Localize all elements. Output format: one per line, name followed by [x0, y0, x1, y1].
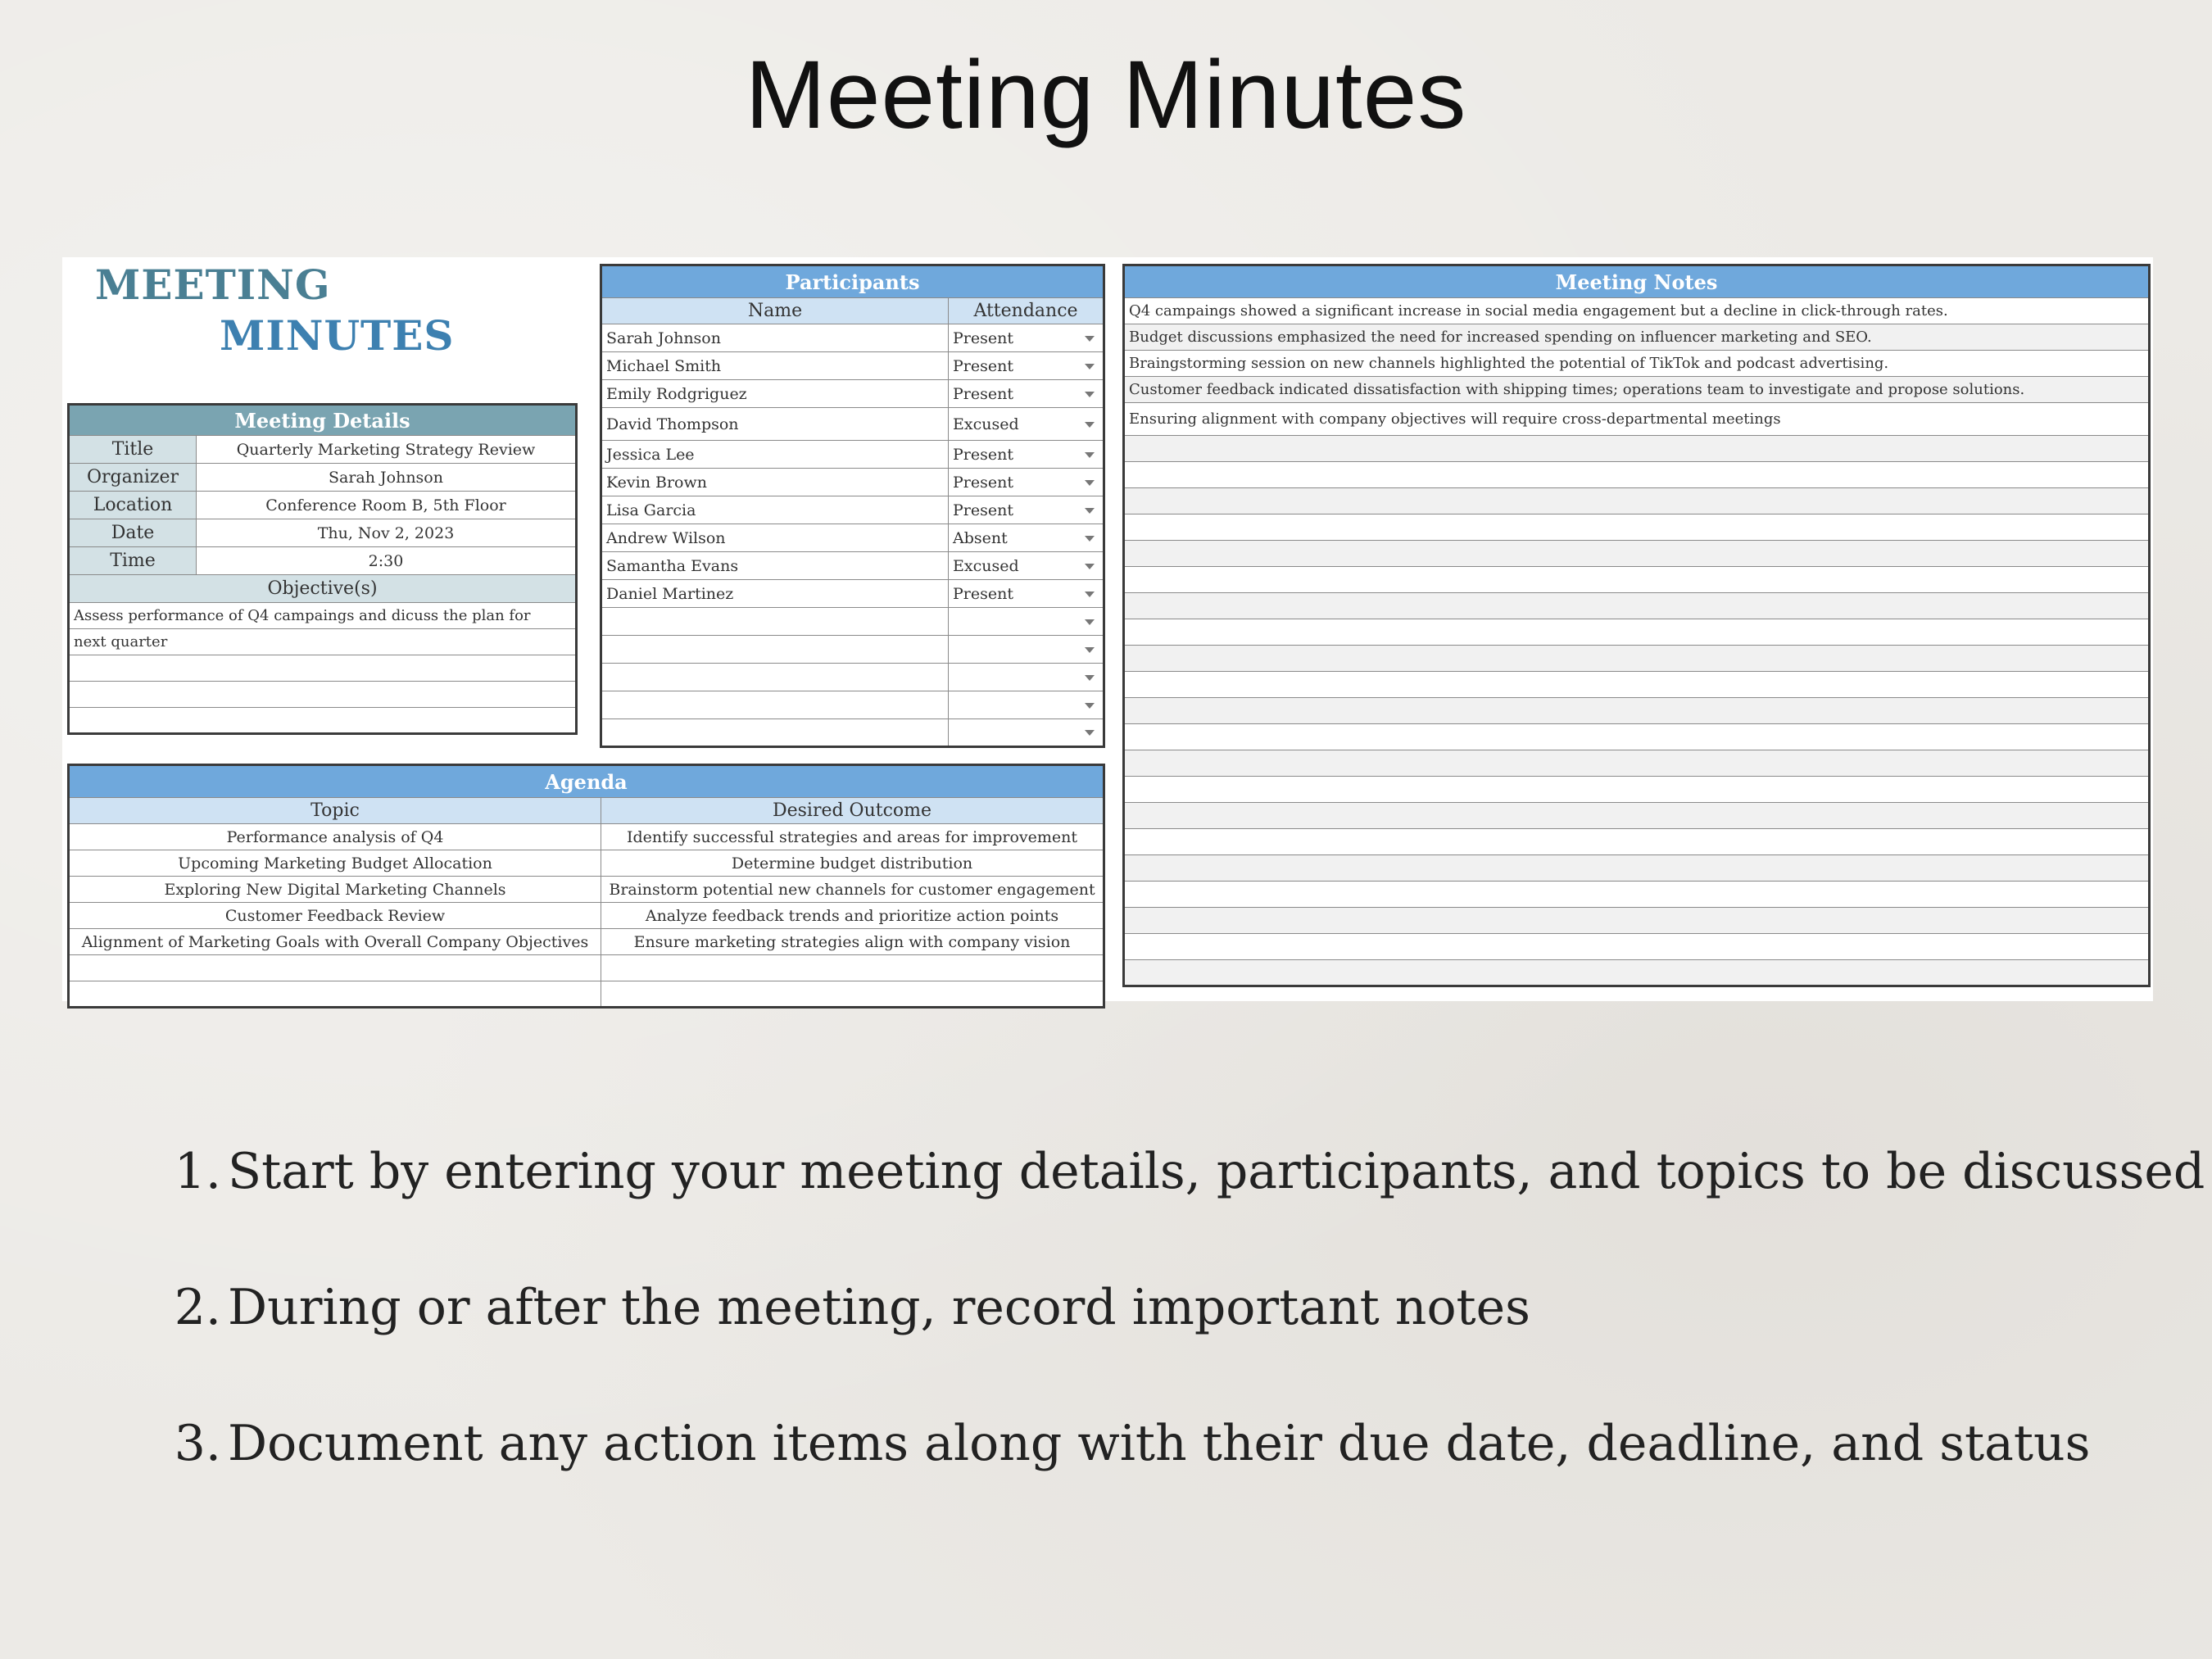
attendance-dropdown[interactable] [949, 469, 1104, 496]
detail-row [69, 436, 577, 464]
note-row [1124, 960, 2150, 986]
attendance-value: Present [953, 329, 1013, 347]
attendance-value: Excused [953, 556, 1019, 575]
attendance-value: Absent [953, 528, 1008, 547]
participants-col-attendance: Attendance [949, 298, 1104, 324]
dropdown-arrow-icon[interactable] [1085, 336, 1095, 342]
participants-table [600, 264, 1105, 748]
participant-row [601, 441, 1104, 469]
agenda-topic[interactable]: Performance analysis of Q4 [69, 824, 601, 850]
note-text[interactable] [1124, 829, 2150, 855]
detail-row [69, 464, 577, 492]
agenda-topic[interactable]: Alignment of Marketing Goals with Overall Company Objectives [69, 929, 601, 955]
participant-name[interactable] [601, 636, 949, 664]
participant-row [601, 380, 1104, 408]
participant-name[interactable]: Kevin Brown [601, 469, 949, 496]
note-row [1124, 619, 2150, 646]
agenda-col-topic: Topic [69, 798, 601, 824]
dropdown-arrow-icon[interactable] [1085, 422, 1095, 428]
agenda-topic[interactable]: Customer Feedback Review [69, 903, 601, 929]
page-title: Meeting Minutes [745, 41, 1467, 149]
dropdown-arrow-icon[interactable] [1085, 392, 1095, 397]
agenda-row [69, 955, 1104, 981]
note-row [1124, 829, 2150, 855]
attendance-dropdown[interactable] [949, 691, 1104, 719]
note-row [1124, 724, 2150, 750]
agenda-outcome[interactable] [601, 955, 1104, 981]
agenda-outcome[interactable]: Ensure marketing strategies align with company vision [601, 929, 1104, 955]
detail-label: Location [69, 492, 197, 519]
dropdown-arrow-icon[interactable] [1085, 536, 1095, 542]
participant-name[interactable]: Samantha Evans [601, 552, 949, 580]
logo-line-1: MEETING [95, 261, 331, 309]
dropdown-arrow-icon[interactable] [1085, 675, 1095, 681]
note-text[interactable] [1124, 855, 2150, 882]
attendance-value: Present [953, 356, 1013, 375]
agenda-outcome[interactable]: Determine budget distribution [601, 850, 1104, 877]
meeting-notes-table [1122, 264, 2151, 987]
note-row [1124, 488, 2150, 514]
note-text[interactable] [1124, 803, 2150, 829]
step-number: 2. [174, 1279, 221, 1336]
detail-value[interactable]: Thu, Nov 2, 2023 [197, 519, 577, 547]
dropdown-arrow-icon[interactable] [1085, 564, 1095, 569]
dropdown-arrow-icon[interactable] [1085, 452, 1095, 458]
note-text[interactable] [1124, 593, 2150, 619]
logo-line-2: MINUTES [220, 311, 455, 360]
objective-line[interactable] [69, 682, 577, 708]
instruction-step [156, 1143, 2205, 1200]
step-text: During or after the meeting, record important notes [228, 1279, 1530, 1336]
objective-line[interactable]: Assess performance of Q4 campaings and dicuss the plan for [69, 603, 577, 629]
attendance-value: Present [953, 445, 1013, 464]
participants-header: Participants [601, 265, 1104, 298]
note-row [1124, 855, 2150, 882]
note-row [1124, 750, 2150, 777]
objective-line[interactable] [69, 708, 577, 734]
note-row [1124, 934, 2150, 960]
attendance-dropdown[interactable] [949, 608, 1104, 636]
detail-label: Date [69, 519, 197, 547]
agenda-header: Agenda [69, 765, 1104, 798]
agenda-col-outcome: Desired Outcome [601, 798, 1104, 824]
note-row [1124, 593, 2150, 619]
note-row [1124, 698, 2150, 724]
note-row [1124, 882, 2150, 908]
attendance-value: Present [953, 473, 1013, 492]
note-row [1124, 514, 2150, 541]
attendance-dropdown[interactable] [949, 352, 1104, 380]
participant-row [601, 691, 1104, 719]
attendance-value: Excused [953, 415, 1019, 433]
participant-row [601, 352, 1104, 380]
participant-name[interactable] [601, 608, 949, 636]
participant-row [601, 664, 1104, 691]
dropdown-arrow-icon[interactable] [1085, 480, 1095, 486]
note-row [1124, 298, 2150, 324]
instruction-step [156, 1279, 1530, 1336]
participant-name[interactable] [601, 664, 949, 691]
note-text[interactable] [1124, 908, 2150, 934]
note-text[interactable]: Braingstorming session on new channels highlighted the potential of TikTok and podcast advertising. [1124, 351, 2150, 377]
detail-label: Title [69, 436, 197, 464]
agenda-table [67, 764, 1105, 1009]
note-text[interactable] [1124, 619, 2150, 646]
note-text[interactable] [1124, 698, 2150, 724]
participant-name[interactable]: Andrew Wilson [601, 524, 949, 552]
note-text[interactable] [1124, 960, 2150, 986]
detail-label: Time [69, 547, 197, 575]
agenda-outcome[interactable]: Brainstorm potential new channels for customer engagement [601, 877, 1104, 903]
participant-name[interactable]: Jessica Lee [601, 441, 949, 469]
attendance-dropdown[interactable] [949, 408, 1104, 441]
dropdown-arrow-icon[interactable] [1085, 592, 1095, 597]
note-text[interactable] [1124, 646, 2150, 672]
note-row [1124, 462, 2150, 488]
note-text[interactable] [1124, 462, 2150, 488]
objective-line[interactable] [69, 655, 577, 682]
meeting-details-table [67, 403, 578, 735]
agenda-topic[interactable]: Exploring New Digital Marketing Channels [69, 877, 601, 903]
attendance-dropdown[interactable] [949, 580, 1104, 608]
note-row [1124, 646, 2150, 672]
note-row [1124, 567, 2150, 593]
meeting-notes-header: Meeting Notes [1124, 265, 2150, 298]
dropdown-arrow-icon[interactable] [1085, 364, 1095, 369]
dropdown-arrow-icon[interactable] [1085, 619, 1095, 625]
participant-name[interactable]: David Thompson [601, 408, 949, 441]
attendance-dropdown[interactable] [949, 324, 1104, 352]
participant-name[interactable]: Lisa Garcia [601, 496, 949, 524]
agenda-outcome[interactable]: Identify successful strategies and areas for improvement [601, 824, 1104, 850]
agenda-row [69, 877, 1104, 903]
participant-name[interactable]: Sarah Johnson [601, 324, 949, 352]
agenda-row [69, 850, 1104, 877]
participant-row [601, 408, 1104, 441]
objective-line[interactable]: next quarter [69, 629, 577, 655]
attendance-value: Present [953, 384, 1013, 403]
note-text[interactable] [1124, 882, 2150, 908]
note-text[interactable] [1124, 541, 2150, 567]
participant-name[interactable]: Daniel Martinez [601, 580, 949, 608]
logo [95, 257, 587, 397]
attendance-dropdown[interactable] [949, 496, 1104, 524]
participants-col-name: Name [601, 298, 949, 324]
attendance-dropdown[interactable] [949, 664, 1104, 691]
note-row [1124, 324, 2150, 351]
note-text[interactable]: Customer feedback indicated dissatisfaction with shipping times; operations team to investigate and propose solutions. [1124, 377, 2150, 403]
detail-value[interactable]: Sarah Johnson [197, 464, 577, 492]
meeting-details-header: Meeting Details [69, 405, 577, 436]
instruction-step [156, 1415, 2090, 1472]
participant-row [601, 496, 1104, 524]
note-text[interactable] [1124, 750, 2150, 777]
detail-row [69, 492, 577, 519]
note-text[interactable] [1124, 934, 2150, 960]
note-row [1124, 377, 2150, 403]
objective-header: Objective(s) [69, 575, 577, 603]
note-row [1124, 436, 2150, 462]
attendance-value: Present [953, 501, 1013, 519]
participant-row [601, 636, 1104, 664]
agenda-outcome[interactable]: Analyze feedback trends and prioritize action points [601, 903, 1104, 929]
agenda-outcome[interactable] [601, 981, 1104, 1008]
note-text[interactable] [1124, 436, 2150, 462]
note-text[interactable] [1124, 724, 2150, 750]
note-text[interactable] [1124, 488, 2150, 514]
note-text[interactable]: Q4 campaings showed a significant increase in social media engagement but a decline in click-through rates. [1124, 298, 2150, 324]
agenda-topic[interactable]: Upcoming Marketing Budget Allocation [69, 850, 601, 877]
dropdown-arrow-icon[interactable] [1085, 703, 1095, 709]
note-text[interactable]: Ensuring alignment with company objectives will require cross-departmental meetings [1124, 403, 2150, 436]
participant-row [601, 524, 1104, 552]
note-text[interactable] [1124, 777, 2150, 803]
note-row [1124, 803, 2150, 829]
dropdown-arrow-icon[interactable] [1085, 647, 1095, 653]
participant-row [601, 719, 1104, 747]
participant-row [601, 552, 1104, 580]
agenda-row [69, 929, 1104, 955]
attendance-dropdown[interactable] [949, 552, 1104, 580]
participant-row [601, 608, 1104, 636]
agenda-topic[interactable] [69, 981, 601, 1008]
detail-row [69, 547, 577, 575]
note-row [1124, 672, 2150, 698]
detail-value[interactable]: Quarterly Marketing Strategy Review [197, 436, 577, 464]
dropdown-arrow-icon[interactable] [1085, 508, 1095, 514]
attendance-dropdown[interactable] [949, 524, 1104, 552]
attendance-dropdown[interactable] [949, 380, 1104, 408]
note-row [1124, 351, 2150, 377]
participant-row [601, 469, 1104, 496]
dropdown-arrow-icon[interactable] [1085, 730, 1095, 736]
participant-name[interactable]: Emily Rodgriguez [601, 380, 949, 408]
attendance-value: Present [953, 584, 1013, 603]
detail-row [69, 519, 577, 547]
note-row [1124, 403, 2150, 436]
attendance-dropdown[interactable] [949, 636, 1104, 664]
step-number: 3. [174, 1415, 221, 1472]
participant-name[interactable] [601, 719, 949, 747]
note-row [1124, 541, 2150, 567]
note-row [1124, 777, 2150, 803]
attendance-dropdown[interactable] [949, 441, 1104, 469]
note-text[interactable] [1124, 672, 2150, 698]
step-text: Document any action items along with their due date, deadline, and status [228, 1415, 2091, 1472]
spreadsheet-preview [62, 257, 2153, 1001]
detail-value[interactable]: 2:30 [197, 547, 577, 575]
step-text: Start by entering your meeting details, participants, and topics to be discussed [228, 1143, 2205, 1200]
step-number: 1. [174, 1143, 221, 1200]
attendance-dropdown[interactable] [949, 719, 1104, 747]
detail-value[interactable]: Conference Room B, 5th Floor [197, 492, 577, 519]
participant-name[interactable]: Michael Smith [601, 352, 949, 380]
agenda-row [69, 981, 1104, 1008]
agenda-row [69, 824, 1104, 850]
agenda-row [69, 903, 1104, 929]
agenda-topic[interactable] [69, 955, 601, 981]
note-text[interactable]: Budget discussions emphasized the need for increased spending on influencer marketing and SEO. [1124, 324, 2150, 351]
participant-name[interactable] [601, 691, 949, 719]
note-row [1124, 908, 2150, 934]
participant-row [601, 324, 1104, 352]
note-text[interactable] [1124, 567, 2150, 593]
note-text[interactable] [1124, 514, 2150, 541]
participant-row [601, 580, 1104, 608]
detail-label: Organizer [69, 464, 197, 492]
